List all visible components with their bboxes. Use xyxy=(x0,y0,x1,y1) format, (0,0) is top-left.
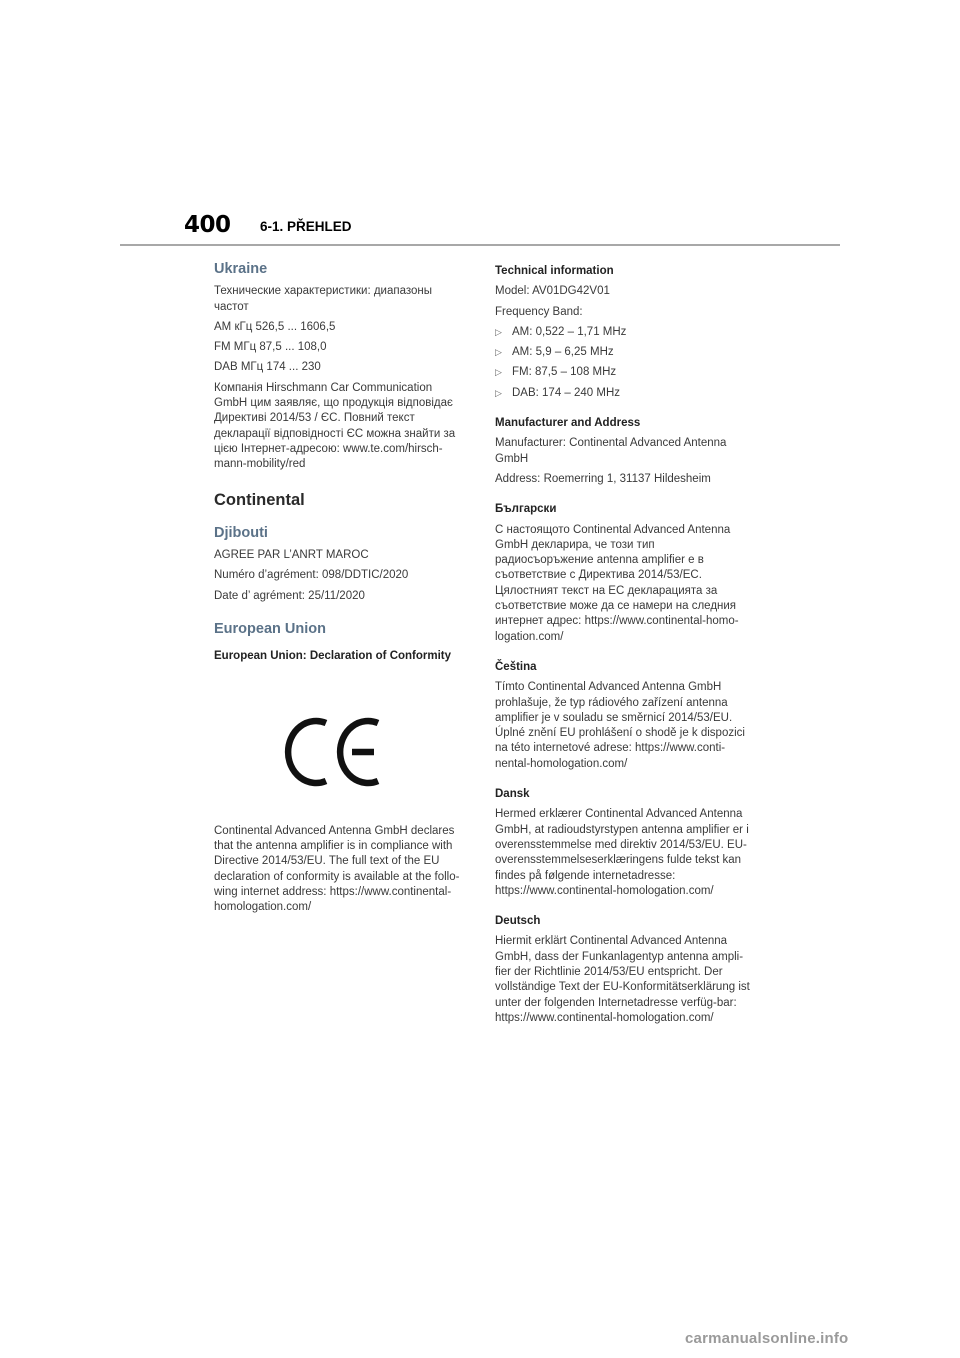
band-am-1: AM: 0,522 – 1,71 MHz xyxy=(512,325,627,338)
danish-heading: Dansk xyxy=(495,788,530,801)
band-am-2: AM: 5,9 – 6,25 MHz xyxy=(512,346,614,359)
czech-heading: Čeština xyxy=(495,660,537,673)
manufacturer-address: Address: Roemerring 1, 31137 Hildesheim xyxy=(495,472,711,485)
list-item xyxy=(495,325,755,340)
ukraine-fm: FM МГц 87,5 ... 108,0 xyxy=(214,341,327,354)
ce-mark-icon xyxy=(214,671,468,821)
czech-text: Tímto Continental Advanced Antenna GmbH prohlašuje, že typ rádiového zařízení antenna amplifier je v souladu se směrnicí 2014/53/EU. Úplné znění EU prohlášení o shodě je k dispozici na této internetové adrese: https://www.conti-nental-homologation.com/ xyxy=(495,681,745,770)
german-heading: Deutsch xyxy=(495,915,541,928)
djibouti-line-1: AGREE PAR L’ANRT MAROC xyxy=(214,549,369,562)
bulgarian-heading: Български xyxy=(495,503,557,516)
site-watermark: carmanualsonline.info xyxy=(685,1330,849,1347)
djibouti-line-2: Numéro d’agrément: 098/DDTIC/2020 xyxy=(214,569,409,582)
page-number: 400 xyxy=(184,212,231,238)
bulgarian-text: С настоящото Continental Advanced Antenna GmbH декларира, че този тип радиосъоръжение antenna amplifier е в съответствие с Директива 2014/53/ЕС. Цялостният текст на ЕС декларацията за съответствие може да се намери на следния интернет адрес: https://www.continental-homo-logation.com/ xyxy=(495,523,739,643)
ukraine-heading: Ukraine xyxy=(214,261,268,277)
list-item xyxy=(495,386,755,401)
danish-text: Hermed erklærer Continental Advanced Antenna GmbH, at radioudstyrstypen antenna amplifier er i overensstemmelse med direktiv 2014/53/EU. EU-overensstemmelseserklæringens fulde tekst kan findes på følgende internetadresse: https://www.continental-homologation.com/ xyxy=(495,808,749,897)
tech-info-heading: Technical information xyxy=(495,265,614,277)
band-dab: DAB: 174 – 240 MHz xyxy=(512,386,621,399)
german-text: Hiermit erklärt Continental Advanced Antenna GmbH, dass der Funkanlagentyp antenna ampli-fier der Richtlinie 2014/53/EU entspricht. Der vollständige Text der EU-Konformitätserklärung ist unter der folgenden Internetadresse verfüg-bar: https://www.continental-homologation.com/ xyxy=(495,935,750,1024)
left-column xyxy=(214,258,468,915)
tech-band-label: Frequency Band: xyxy=(495,305,583,318)
section-title: 6-1. PŘEHLED xyxy=(260,219,352,234)
triangle-bullet-icon: ▷ xyxy=(495,367,502,378)
triangle-bullet-icon: ▷ xyxy=(495,326,502,337)
ukraine-declaration: Компанія Hirschmann Car Communication GmbH цим заявляє, що продукція відповідає Директиві 2014/53 / ЄС. Повний текст декларації відповідності ЄС можна знайти за цією Інтернет-адресою: www.te.com/hirsch-mann-mobility/red xyxy=(214,381,456,471)
eu-heading: European Union xyxy=(214,621,326,638)
list-item xyxy=(495,345,755,360)
manufacturer-heading: Manufacturer and Address xyxy=(495,417,641,430)
eu-declaration: Continental Advanced Antenna GmbH declares that the antenna amplifier is in compliance with Directive 2014/53/EU. The full text of the EU declaration of conformity is available at the follo-wing internet address: https://www.continental-homologation.com/ xyxy=(214,824,460,914)
eu-doc-heading: European Union: Declaration of Conformity xyxy=(214,650,452,663)
ukraine-dab: DAB МГц 174 ... 230 xyxy=(214,361,321,374)
djibouti-line-3: Date d’ agrément: 25/11/2020 xyxy=(214,589,365,602)
djibouti-heading: Djibouti xyxy=(214,524,268,541)
triangle-bullet-icon: ▷ xyxy=(495,347,502,358)
band-fm: FM: 87,5 – 108 MHz xyxy=(512,366,617,379)
continental-heading: Continental xyxy=(214,490,305,509)
manufacturer-name: Manufacturer: Continental Advanced Antenna GmbH xyxy=(495,437,727,465)
triangle-bullet-icon: ▷ xyxy=(495,387,502,398)
ukraine-spec-title: Технические характеристики: диапазоны частот xyxy=(214,285,433,313)
list-item xyxy=(495,365,755,380)
right-column xyxy=(495,258,755,1026)
header-divider xyxy=(120,244,840,246)
tech-model: Model: AV01DG42V01 xyxy=(495,285,610,298)
ukraine-am: AM кГц 526,5 ... 1606,5 xyxy=(214,320,336,333)
ce-mark xyxy=(214,671,468,821)
